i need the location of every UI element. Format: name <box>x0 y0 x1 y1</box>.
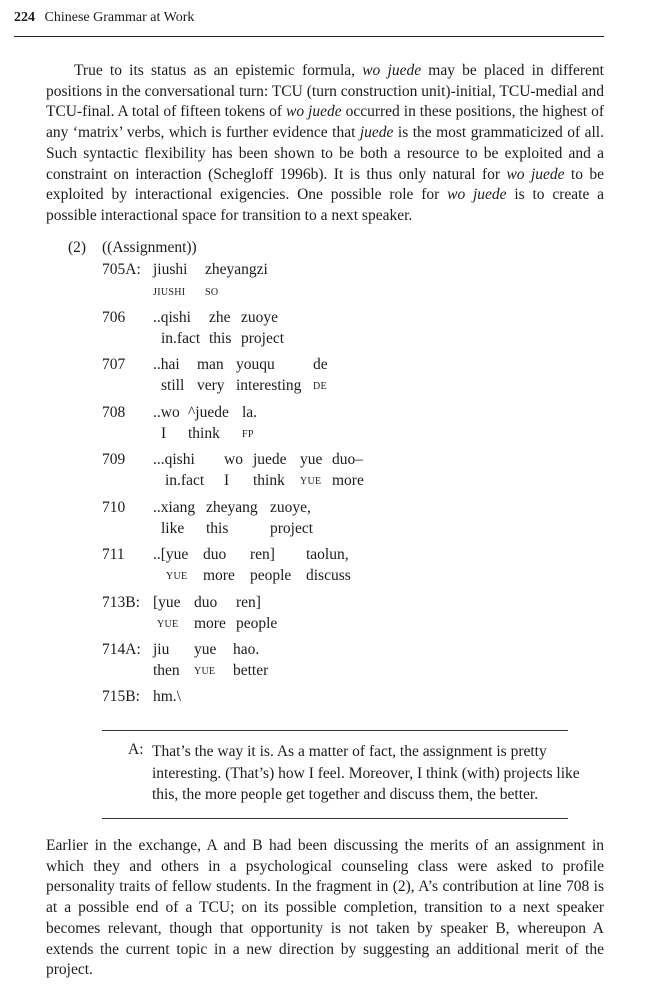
paragraph-intro: True to its status as an epistemic formula, wo juede may be placed in different positions in the conversational turn: TCU (turn construction unit)-initial, TCU-medial and TCU-final. A total of fifteen tokens of wo juede occurred in these positions, the highest of any ‘matrix’ verbs, which is further evidence that juede is the most grammaticized of all. Such syntactic flexibility has been shown to be both a resource to be exploited and a constraint on interaction (Schegloff 1996b). It is thus only natural for wo juede to be exploited by interactional exigencies. One possible role for wo juede is to create a possible interactional space for transition to a next speaker. <box>46 62 605 224</box>
header-rule <box>14 36 604 37</box>
gloss-word: fp <box>242 426 254 441</box>
transcript-word: zhe <box>209 309 231 326</box>
gloss-word: so <box>205 284 219 299</box>
gloss-word: in.fact <box>161 330 201 347</box>
translation-text: That’s the way it is. As a matter of fact, the assignment is pretty interesting. (That’s) how I feel. Moreover, I think (with) projects like this, the more people get together and discuss them, the better. <box>152 743 580 803</box>
gloss-word: yue <box>194 663 216 678</box>
transcript-word: man <box>197 356 224 373</box>
transcript-word: ..hai <box>153 356 180 373</box>
transcript-word: ...qishi <box>153 451 195 468</box>
paragraph-discussion: Earlier in the exchange, A and B had been discussing the merits of an assignment in which they and others in a psychological counseling class were asked to profile personality traits of fellow students. In the fragment in (2), A’s contribution at line 708 is at a possible end of a TCU; on its possible completion, transition to a next speaker becomes relevant, though that opportunity is not taken by speaker B, whereupon A extends the current topic in a new direction by suggesting an additional merit of the project. <box>46 837 604 979</box>
transcript-word: de <box>313 356 328 373</box>
transcript-word: jiushi <box>153 261 188 278</box>
line-number: 709 <box>102 451 126 468</box>
transcript-word: ^juede <box>188 404 229 421</box>
line-number: 706 <box>102 309 126 326</box>
gloss-word: yue <box>300 473 322 488</box>
gloss-word: think <box>188 425 220 442</box>
line-number: 711 <box>102 546 125 563</box>
gloss-word: I <box>161 425 167 442</box>
running-header <box>14 8 604 28</box>
page-number: 224 <box>14 10 35 25</box>
transcript-word: la. <box>242 404 258 421</box>
line-number: 714A: <box>102 641 141 658</box>
transcript-word: ..wo <box>153 404 180 421</box>
gloss-word: this <box>209 330 232 347</box>
transcript-word: hao. <box>233 641 260 658</box>
transcript-word: ren] <box>250 546 275 563</box>
gloss-word: people <box>250 567 292 584</box>
transcript-word: duo– <box>332 451 363 468</box>
example-title: ((Assignment)) <box>102 239 197 256</box>
transcript-word: taolun, <box>306 546 349 563</box>
running-title: Chinese Grammar at Work <box>44 10 195 25</box>
transcript-word: duo <box>203 546 227 563</box>
translation-speaker: A: <box>128 741 144 758</box>
gloss-word: better <box>233 662 269 679</box>
line-number: 713B: <box>102 594 140 611</box>
gloss-word: think <box>253 472 285 489</box>
transcript-word: hm.\ <box>153 688 181 705</box>
transcript-word: wo <box>224 451 243 468</box>
gloss-word: I <box>224 472 230 489</box>
transcript-word: zheyang <box>206 499 258 516</box>
transcript-word: yue <box>300 451 323 468</box>
gloss-word: yue <box>166 568 188 583</box>
gloss-word: people <box>236 615 278 632</box>
gloss-word: very <box>197 377 225 394</box>
transcript-word: ..qishi <box>153 309 191 326</box>
gloss-word: more <box>332 472 364 489</box>
gloss-word: like <box>161 520 185 537</box>
gloss-word: project <box>241 330 285 347</box>
gloss-word: more <box>194 615 226 632</box>
gloss-word: project <box>270 520 314 537</box>
transcript-word: duo <box>194 594 218 611</box>
gloss-word: interesting <box>236 377 302 394</box>
gloss-word: de <box>313 378 327 393</box>
gloss-word: yue <box>157 616 179 631</box>
line-number: 705A: <box>102 261 141 278</box>
transcript-word: zuoye <box>241 309 279 326</box>
gloss-word: jiushi <box>153 284 186 299</box>
gloss-word: still <box>161 377 185 394</box>
transcript-word: jiu <box>153 641 170 658</box>
gloss-word: this <box>206 520 229 537</box>
gloss-word: in.fact <box>165 472 205 489</box>
transcript-word: yue <box>194 641 217 658</box>
transcript-word: [yue <box>153 594 181 611</box>
line-number: 707 <box>102 356 126 373</box>
transcript-word: juede <box>253 451 287 468</box>
gloss-word: discuss <box>306 567 351 584</box>
line-number: 708 <box>102 404 126 421</box>
transcript-word: zuoye, <box>270 499 311 516</box>
line-number: 715B: <box>102 688 140 705</box>
transcript-word: ren] <box>236 594 261 611</box>
example-number: (2) <box>68 239 87 256</box>
translation-top-rule <box>102 730 568 731</box>
transcript-word: youqu <box>236 356 275 373</box>
line-number: 710 <box>102 499 126 516</box>
translation-bottom-rule <box>102 818 568 819</box>
transcript-word: zheyangzi <box>205 261 268 278</box>
gloss-word: more <box>203 567 235 584</box>
gloss-word: then <box>153 662 180 679</box>
transcript-word: ..[yue <box>153 546 189 563</box>
transcript-word: ..xiang <box>153 499 196 516</box>
